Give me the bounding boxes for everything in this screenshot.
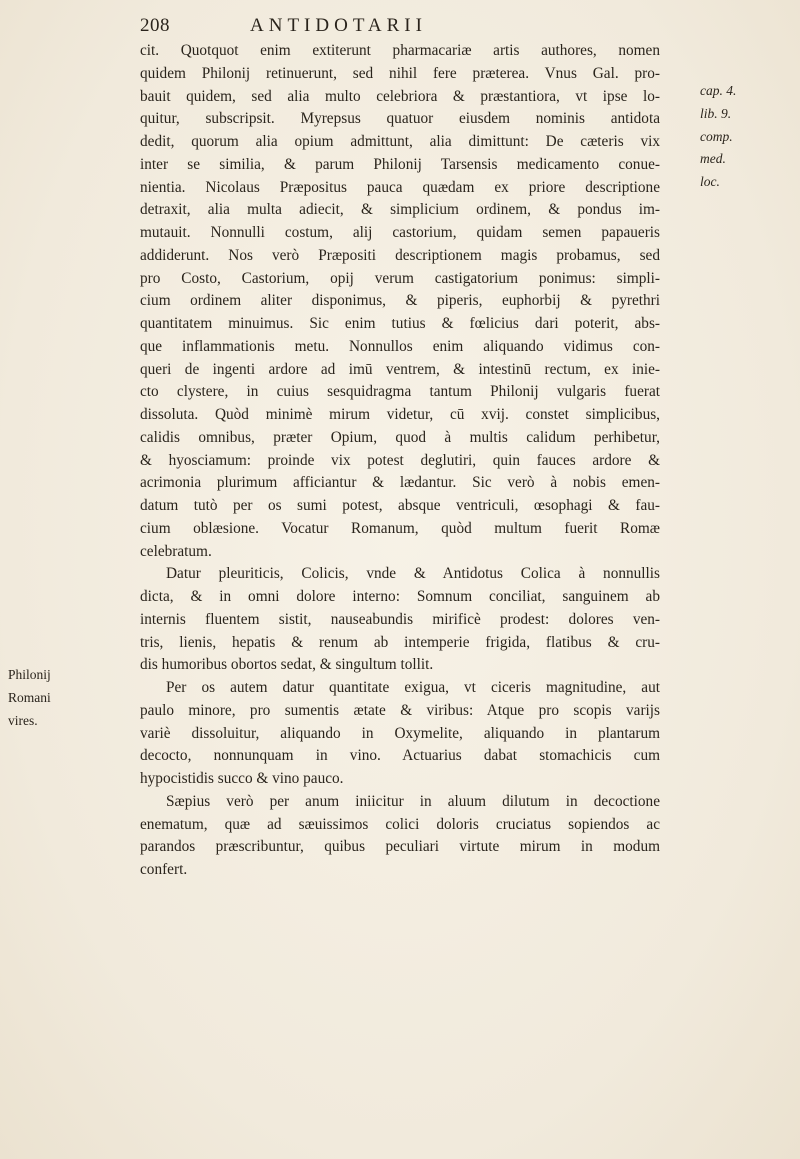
marginal-line: vires. — [8, 712, 38, 728]
text-line: variè dissoluitur, aliquando in Oxymelite, aliquando in plantarum — [140, 724, 660, 742]
text-line: cium oblæsione. Vocatur Romanum, quòd multum fuerit Romæ — [140, 519, 660, 537]
paragraph-4 — [140, 791, 660, 882]
text-line: mutauit. Nonnulli costum, alij castorium, quidam semen papaueris — [140, 224, 660, 241]
text-line: internis fluentem sistit, nauseabundis mirificè prodest: dolores ven- — [140, 610, 660, 628]
text-line: decocto, nonnunquam in vino. Actuarius dabat stomachicis cum — [140, 747, 660, 765]
text-line: que inflammationis metu. Nonnullos enim aliquando vidimus con- — [140, 337, 660, 355]
text-line: bauit quidem, sed alia multo celebriora & præstantiora, vt ipse lo- — [140, 87, 660, 105]
left-marginal-note — [8, 664, 88, 732]
paragraph-3 — [140, 677, 660, 791]
marginal-line: lib. 9. — [700, 105, 732, 121]
right-marginal-note — [700, 80, 760, 194]
text-line: tris, lienis, hepatis & renum ab intemperie frigida, flatibus & cru- — [140, 633, 660, 651]
text-line: nientia. Nicolaus Præpositus pauca quædam ex priore descriptione — [140, 178, 660, 196]
text-line: dedit, quorum alia opium admittunt, alia dimittunt: De cæteris vix — [140, 133, 660, 150]
marginal-line: med. — [700, 151, 726, 167]
paragraph-1 — [140, 40, 660, 563]
marginal-line: cap. 4. — [700, 83, 737, 98]
text-line: cto clystere, in cuius sesquidragma tantum Philonij vulgaris fuerat — [140, 383, 660, 401]
text-line: celebratum. — [140, 542, 212, 560]
text-line: dissoluta. Quòd minimè mirum videtur, cū xvij. constet simplicibus, — [140, 406, 660, 423]
text-line: & hyosciamum: proinde vix potest deglutiri, quin fauces ardore & — [140, 451, 660, 469]
text-line: cit. Quotquot enim extiterunt pharmacariæ artis authores, nomen — [140, 42, 660, 59]
text-line: enematum, quæ ad sæuissimos colici doloris cruciatus sopiendos ac — [140, 815, 660, 833]
text-line: quitur, subscripsit. Myrepsus quatuor eiusdem nominis antidota — [140, 110, 660, 128]
paragraph-2 — [140, 563, 660, 677]
text-line: addiderunt. Nos verò Præpositi descriptionem magis probamus, sed — [140, 246, 660, 264]
text-line: datum tutò per os sumi potest, absque ventriculi, œsophagi & fau- — [140, 497, 660, 514]
text-line: calidis omnibus, præter Opium, quod à multis calidum perhibetur, — [140, 428, 660, 446]
text-line: detraxit, alia multa adiecit, & simplicium ordinem, & pondus im- — [140, 201, 660, 219]
running-title: ANTIDOTARII — [250, 15, 427, 36]
text-line: Sæpius verò per anum iniicitur in aluum dilutum in decoctione — [166, 792, 660, 810]
text-line: Datur pleuriticis, Colicis, vnde & Antidotus Colica à nonnullis — [166, 565, 660, 583]
text-line: paulo minore, pro sumentis ætate & viribus: Atque pro scopis varijs — [140, 701, 660, 719]
text-line: pro Costo, Castorium, opij verum castigatorium ponimus: simpli- — [140, 269, 660, 287]
text-line: inter se similia, & parum Philonij Tarsensis medicamento conue- — [140, 155, 660, 173]
text-line: parandos præscribuntur, quibus peculiari virtute mirum in modum — [140, 838, 660, 856]
text-line: acrimonia plurimum afficiantur & lædantur. Sic verò à nobis emen- — [140, 474, 660, 492]
marginal-line: Romani — [8, 689, 51, 705]
text-line: cium ordinem aliter disponimus, & piperis, euphorbij & pyrethri — [140, 292, 660, 310]
text-line: Per os autem datur quantitate exigua, vt ciceris magnitudine, aut — [166, 679, 660, 696]
text-line: dis humoribus obortos sedat, & singultum tollit. — [140, 656, 434, 674]
text-line: quantitatem minuimus. Sic enim tutius & fœlicius dari poterit, abs- — [140, 315, 660, 332]
text-line: quidem Philonij retinuerunt, sed nihil fere præterea. Vnus Gal. pro- — [140, 64, 660, 82]
marginal-line: comp. — [700, 128, 733, 144]
main-text — [140, 40, 660, 882]
page-header — [140, 15, 660, 39]
text-line: queri de ingenti ardore ad imū ventrem, & intestinū rectum, ex inie- — [140, 360, 660, 378]
page-number: 208 — [140, 15, 170, 36]
marginal-line: loc. — [700, 174, 720, 189]
text-line: dicta, & in omni dolore interno: Somnum conciliat, sanguinem ab — [140, 588, 660, 605]
text-line: hypocistidis succo & vino pauco. — [140, 770, 344, 787]
marginal-line: Philonij — [8, 667, 51, 682]
text-line: confert. — [140, 861, 188, 878]
